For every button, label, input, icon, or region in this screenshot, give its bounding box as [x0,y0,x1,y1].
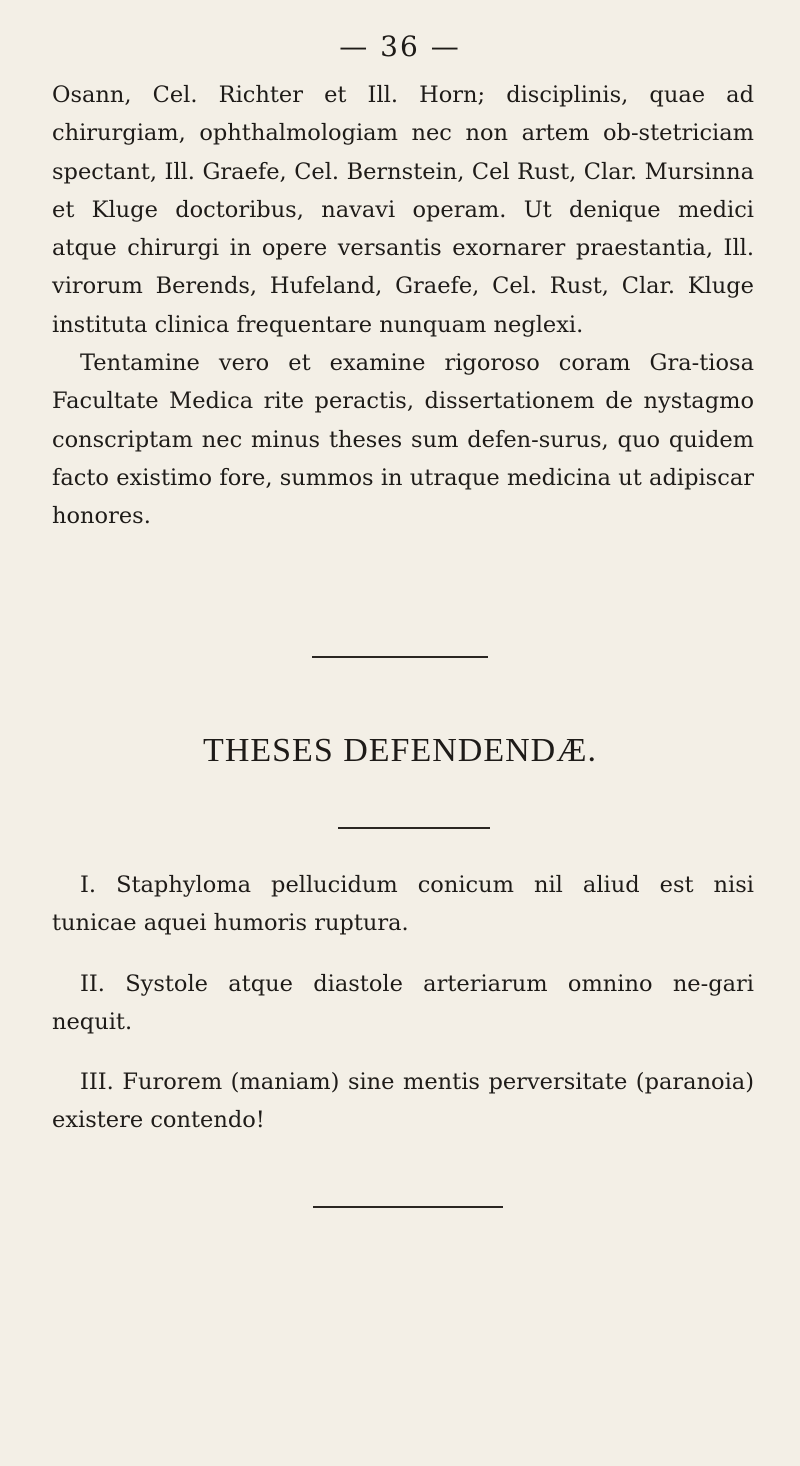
body-text [52,76,754,536]
page-number: — 36 — [339,30,461,63]
theses-list [52,866,754,1162]
divider-rule [313,1206,503,1208]
paragraph: Tentamine vero et examine rigoroso coram Gra-tiosa Facultate Medica rite peractis, dissertationem de nystagmo conscriptam nec minus theses sum defen-surus, quo quidem facto existimo fore, summos in utraque medicina ut adipiscar honores. [52,350,754,530]
thesis-item: I. Staphyloma pellucidum conicum nil aliud est nisi tunicae aquei humoris ruptura. [52,872,754,937]
thesis-item: III. Furorem (maniam) sine mentis perversitate (paranoia) existere contendo! [52,1069,754,1134]
theses-heading: THESES DEFENDENDÆ. [203,732,597,769]
paragraph: Osann, Cel. Richter et Ill. Horn; disciplinis, quae ad chirurgiam, ophthalmologiam nec non artem ob-stetriciam spectant, Ill. Graefe, Cel. Bernstein, Cel Rust, Clar. Mursinna et Kluge doctoribus, navavi operam. Ut denique medici atque chirurgi in opere versantis exornarer praestantia, Ill. virorum Berends, Hufeland, Graefe, Cel. Rust, Clar. Kluge instituta clinica frequentare nunquam neglexi. [52,82,754,338]
divider-rule [338,827,490,829]
thesis-item: II. Systole atque diastole arteriarum omnino ne-gari nequit. [52,970,754,1035]
divider-rule [312,656,488,658]
